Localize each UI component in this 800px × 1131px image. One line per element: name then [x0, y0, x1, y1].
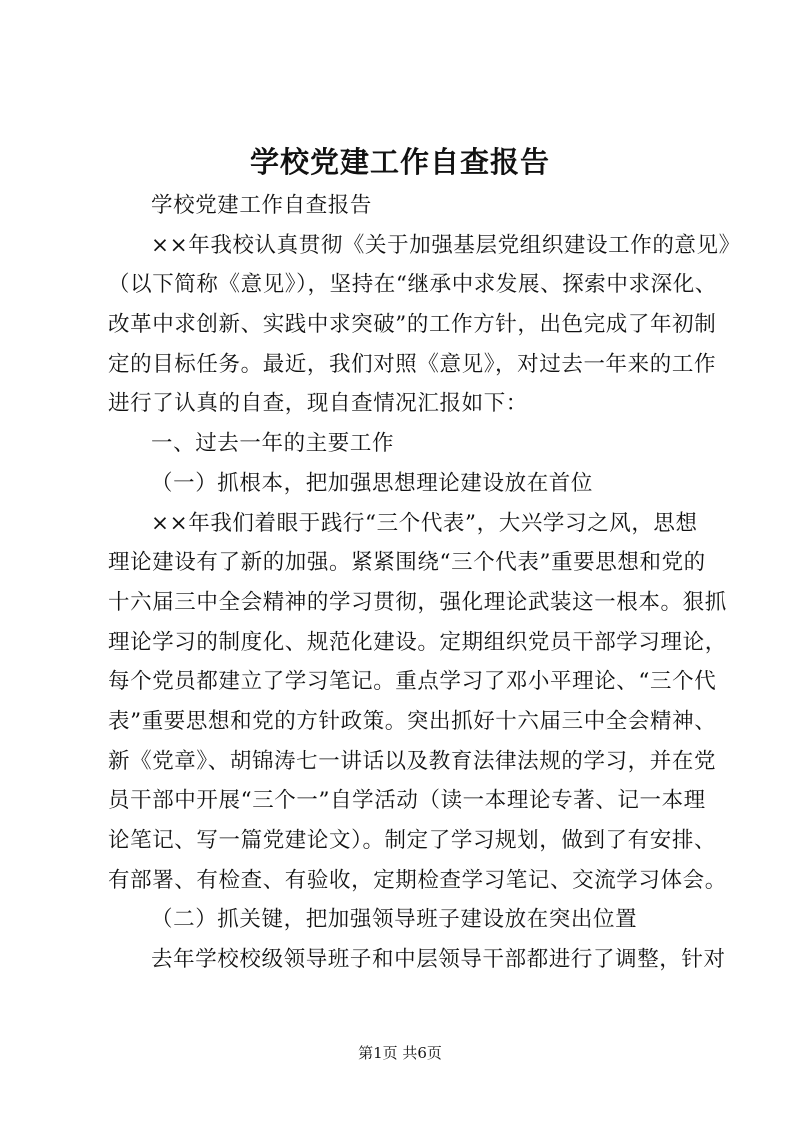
section-heading: 一、过去一年的主要工作: [151, 431, 395, 457]
paragraph-line: 理论学习的制度化、规范化建设。定期组织党员干部学习理论，: [108, 629, 727, 655]
paragraph-line: 新《党章》、胡锦涛七一讲话以及教育法律法规的学习，并在党: [108, 748, 717, 774]
paragraph-line: 定的目标任务。最近，我们对照《意见》，对过去一年来的工作: [108, 351, 717, 377]
paragraph-line: 论笔记、写一篇党建论文）。制定了学习规划，做到了有安排、: [108, 828, 717, 853]
paragraph-line: 员干部中开展“三个一”自学活动（读一本理论专著、记一本理: [108, 788, 706, 814]
paragraph-line: 改革中求创新、实践中求突破”的工作方针，出色完成了年初制: [108, 312, 717, 338]
paragraph-line: 表”重要思想和党的方针政策。突出抓好十六届三中全会精神、: [108, 708, 717, 734]
paragraph-line: ××年我们着眼于践行“三个代表”，大兴学习之风，思想: [151, 510, 698, 536]
document-title: 学校党建工作自查报告: [249, 145, 550, 179]
paragraph-line: ××年我校认真贯彻《关于加强基层党组织建设工作的意见》: [151, 232, 741, 258]
paragraph-line: 去年学校校级领导班子和中层领导干部都进行了调整，针对: [151, 947, 726, 973]
document-body: [108, 186, 741, 980]
paragraph-line: 十六届三中全会精神的学习贯彻，强化理论武装这一根本。狠抓: [108, 589, 727, 615]
page-footer: 第1页 共6页: [358, 1044, 442, 1062]
paragraph-line: （以下简称《意见》），坚持在“继承中求发展、探索中求深化、: [108, 272, 717, 298]
paragraph-line: 有部署、有检查、有验收，定期检查学习笔记、交流学习体会。: [108, 867, 727, 893]
paragraph-line: 学校党建工作自查报告: [151, 193, 373, 218]
subsection-heading: （一）抓根本，把加强思想理论建设放在首位: [151, 470, 594, 496]
paragraph-line: 理论建设有了新的加强。紧紧围绕“三个代表”重要思想和党的: [108, 550, 706, 576]
paragraph-line: 进行了认真的自查，现自查情况汇报如下：: [108, 391, 528, 417]
subsection-heading: （二）抓关键，把加强领导班子建设放在突出位置: [151, 907, 638, 933]
paragraph-line: 每个党员都建立了学习笔记。重点学习了邓小平理论、“三个代: [108, 669, 717, 695]
